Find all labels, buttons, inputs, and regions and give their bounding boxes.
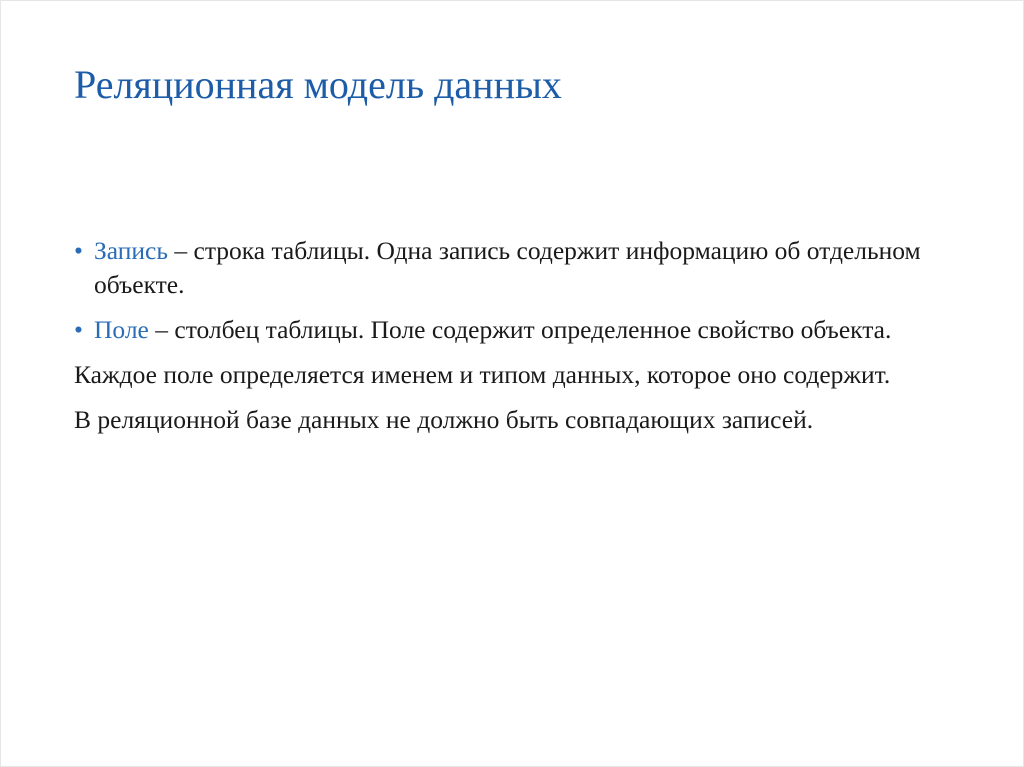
paragraph-field-definition: Каждое поле определяется именем и типом данных, которое оно содержит. [74,360,891,389]
slide-body [74,234,974,448]
bullet-record-content [94,234,974,302]
term-field: Поле [94,315,149,344]
bullet-dot-icon: • [74,315,83,344]
bullet-field [74,313,974,347]
paragraph-no-duplicates: В реляционной базе данных не должно быть совпадающих записей. [74,405,814,434]
bullet-dot-icon: • [74,236,83,265]
bullet-record-text: – строка таблицы. Одна запись содержит информацию об отдельном объекте. [94,236,921,299]
term-record: Запись [94,236,168,265]
bullet-field-text: – столбец таблицы. Поле содержит определенное свойство объекта. [148,315,892,344]
bullet-field-content [94,313,974,347]
slide-title: Реляционная модель данных [74,62,562,107]
bullet-record [74,234,974,302]
